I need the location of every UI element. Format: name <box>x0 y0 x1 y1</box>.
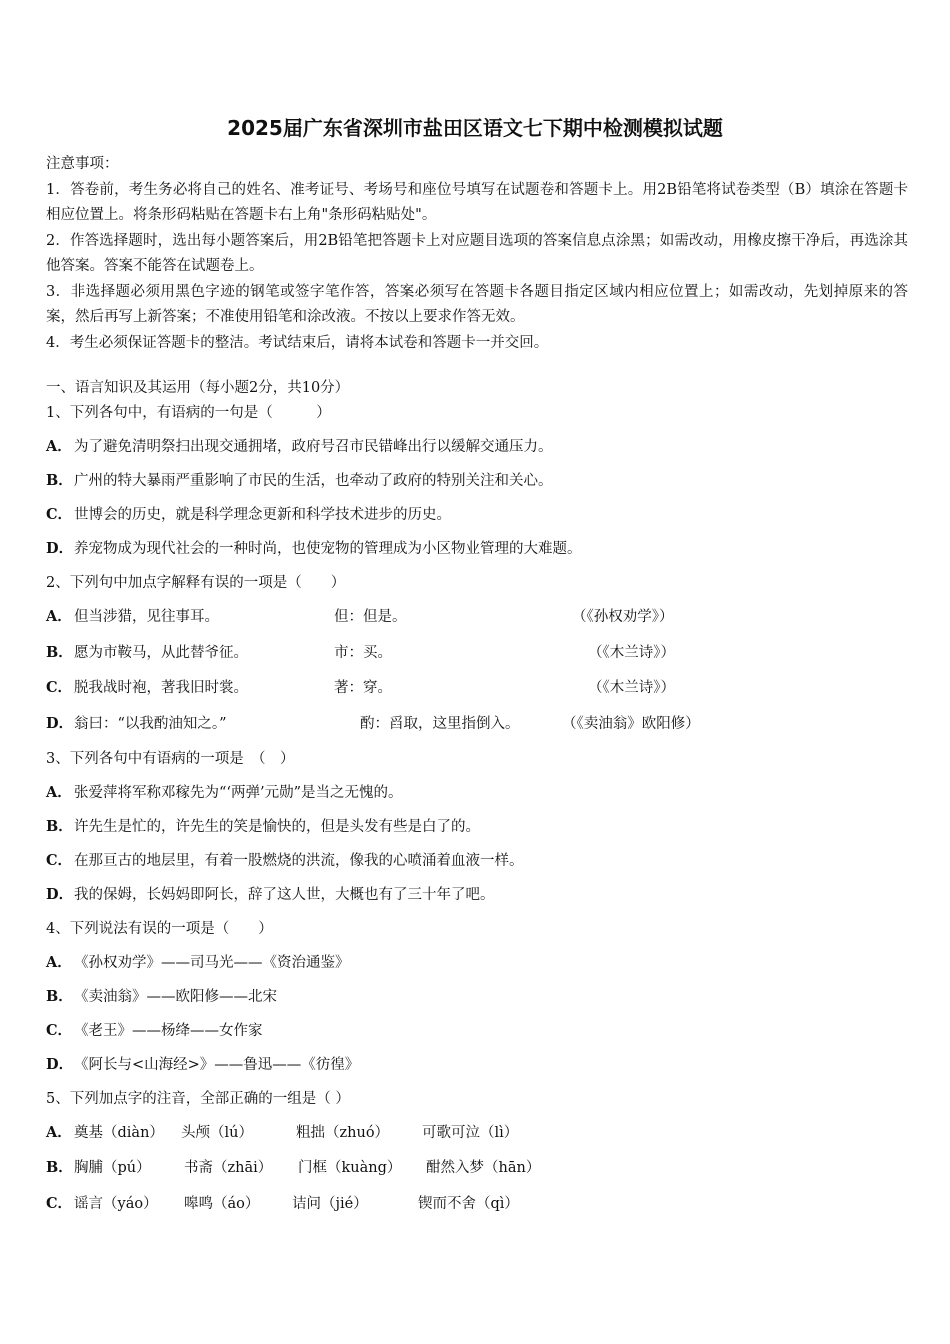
q1-option-a <box>46 435 553 456</box>
option-text: 《阿长与<山海经>》——鲁迅——《彷徨》 <box>74 1057 360 1073</box>
question-5-stem: 5、下列加点字的注音，全部正确的一组是（ ） <box>46 1091 350 1107</box>
option-letter: D． <box>46 715 74 732</box>
page-title: 2025届广东省深圳市盐田区语文七下期中检测模拟试题 <box>227 116 723 140</box>
option-text: 但当涉猎，见往事耳。 <box>74 609 219 625</box>
option-text: 谣言（yáo） <box>74 1196 158 1212</box>
option-text: 翁曰：“以我酌油知之。” <box>74 716 227 732</box>
option-text: 在那亘古的地层里，有着一股燃烧的洪流，像我的心喷涌着血液一样。 <box>74 853 524 869</box>
q4-option-d <box>46 1053 359 1074</box>
q3-option-b <box>46 815 480 836</box>
option-text: 脱我战时袍，著我旧时裳。 <box>74 680 248 696</box>
notice-heading: 注意事项： <box>46 156 119 172</box>
option-letter: C． <box>46 506 73 523</box>
question-2-stem: 2、下列句中加点字解释有误的一项是（ ） <box>46 575 346 591</box>
option-text: 张爱萍将军称邓稼先为“‘两弹’元勋”是当之无愧的。 <box>74 785 403 801</box>
question-3-stem: 3、下列各句中有语病的一项是 （ ） <box>46 751 295 767</box>
option-letter: D． <box>46 886 74 903</box>
option-letter: A． <box>46 1124 72 1141</box>
option-text: 愿为市鞍马，从此替爷征。 <box>74 645 248 661</box>
pinyin-item: 酣然入梦（hān） <box>426 1160 541 1176</box>
q2-option-a <box>46 605 219 626</box>
q2-b-source: （《木兰诗》） <box>588 645 675 661</box>
notice-item: 2．作答选择题时，选出每小题答案后，用2B铅笔把答题卡上对应题目选项的答案信息点涂黑；如需改动，用橡皮擦干净后，再选涂其他答案。答案不能答在试题卷上。 <box>46 232 908 274</box>
q2-c-explanation: 著：穿。 <box>334 680 392 696</box>
q3-option-a <box>46 781 403 802</box>
q3-option-d <box>46 883 495 904</box>
option-letter: C． <box>46 852 73 869</box>
option-text: 《孙权劝学》——司马光——《资治通鉴》 <box>74 955 350 971</box>
option-text: 我的保姆，长妈妈即阿长，辞了这人世，大概也有了三十年了吧。 <box>74 887 495 903</box>
q2-d-source: （《卖油翁》欧阳修） <box>562 716 700 732</box>
pinyin-item: 粗拙（zhuó） <box>296 1125 390 1141</box>
option-letter: B． <box>46 988 73 1005</box>
option-text: 许先生是忙的，许先生的笑是愉快的，但是头发有些是白了的。 <box>74 819 480 835</box>
option-text: 奠基（diàn） <box>74 1125 164 1141</box>
option-text: 《老王》——杨绛——女作家 <box>74 1023 263 1039</box>
q5-option-b <box>46 1156 151 1177</box>
option-letter: D． <box>46 540 74 557</box>
option-text: 《卖油翁》——欧阳修——北宋 <box>74 989 277 1005</box>
q2-a-explanation: 但：但是。 <box>334 609 407 625</box>
option-letter: B． <box>46 1159 73 1176</box>
option-letter: B． <box>46 472 73 489</box>
pinyin-item: 头颅（lú） <box>181 1125 253 1141</box>
option-letter: B． <box>46 644 73 661</box>
q2-d-explanation: 酌：舀取，这里指倒入。 <box>360 716 520 732</box>
option-text: 养宠物成为现代社会的一种时尚，也使宠物的管理成为小区物业管理的大难题。 <box>74 541 582 557</box>
q4-option-a <box>46 951 350 972</box>
q5-option-a <box>46 1121 164 1142</box>
q1-option-b <box>46 469 553 490</box>
pinyin-item: 可歌可泣（lì） <box>422 1125 519 1141</box>
q5-option-c <box>46 1192 158 1213</box>
notice-item: 4．考生必须保证答题卡的整洁。考试结束后，请将本试卷和答题卡一并交回。 <box>46 334 549 351</box>
option-text: 广州的特大暴雨严重影响了市民的生活，也牵动了政府的特别关注和关心。 <box>74 473 553 489</box>
pinyin-item: 诘问（jié） <box>292 1196 368 1212</box>
pinyin-item: 书斋（zhāi） <box>184 1160 273 1176</box>
q2-option-b <box>46 641 248 662</box>
pinyin-item: 嗥鸣（áo） <box>184 1196 260 1212</box>
question-4-stem: 4、下列说法有误的一项是（ ） <box>46 921 273 937</box>
notice-item: 1．答卷前，考生务必将自己的姓名、准考证号、考场号和座位号填写在试题卷和答题卡上。用2B铅笔将试卷类型（B）填涂在答题卡相应位置上。将条形码粘贴在答题卡右上角"条形码粘贴处"。 <box>46 181 908 223</box>
q2-b-explanation: 市：买。 <box>334 645 392 661</box>
notice-item: 3．非选择题必须用黑色字迹的钢笔或签字笔作答，答案必须写在答题卡各题目指定区域内相应位置上；如需改动，先划掉原来的答案，然后再写上新答案；不准使用铅笔和涂改液。不按以上要求作答无效。 <box>46 283 908 325</box>
option-letter: C． <box>46 679 73 696</box>
option-letter: C． <box>46 1022 73 1039</box>
option-letter: A． <box>46 784 72 801</box>
notice-block <box>46 152 908 356</box>
option-letter: D． <box>46 1056 74 1073</box>
q2-option-c <box>46 676 248 697</box>
q1-option-c <box>46 503 451 524</box>
question-1-stem: 1、下列各句中，有语病的一句是（ ） <box>46 405 331 421</box>
pinyin-item: 锲而不舍（qì） <box>418 1196 519 1212</box>
q2-option-d <box>46 712 227 733</box>
q2-a-source: （《孙权劝学》） <box>572 609 674 625</box>
option-letter: C． <box>46 1195 73 1212</box>
option-letter: A． <box>46 954 72 971</box>
q2-c-source: （《木兰诗》） <box>588 680 675 696</box>
pinyin-item: 门框（kuàng） <box>298 1160 402 1176</box>
option-text: 胸脯（pú） <box>74 1160 151 1176</box>
q4-option-b <box>46 985 277 1006</box>
option-text: 世博会的历史，就是科学理念更新和科学技术进步的历史。 <box>74 507 451 523</box>
option-letter: B． <box>46 818 73 835</box>
section-heading: 一、语言知识及其运用（每小题2分，共10分） <box>46 380 350 396</box>
option-letter: A． <box>46 608 72 625</box>
option-text: 为了避免清明祭扫出现交通拥堵，政府号召市民错峰出行以缓解交通压力。 <box>74 439 553 455</box>
q1-option-d <box>46 537 582 558</box>
option-letter: A． <box>46 438 72 455</box>
q3-option-c <box>46 849 524 870</box>
q4-option-c <box>46 1019 263 1040</box>
